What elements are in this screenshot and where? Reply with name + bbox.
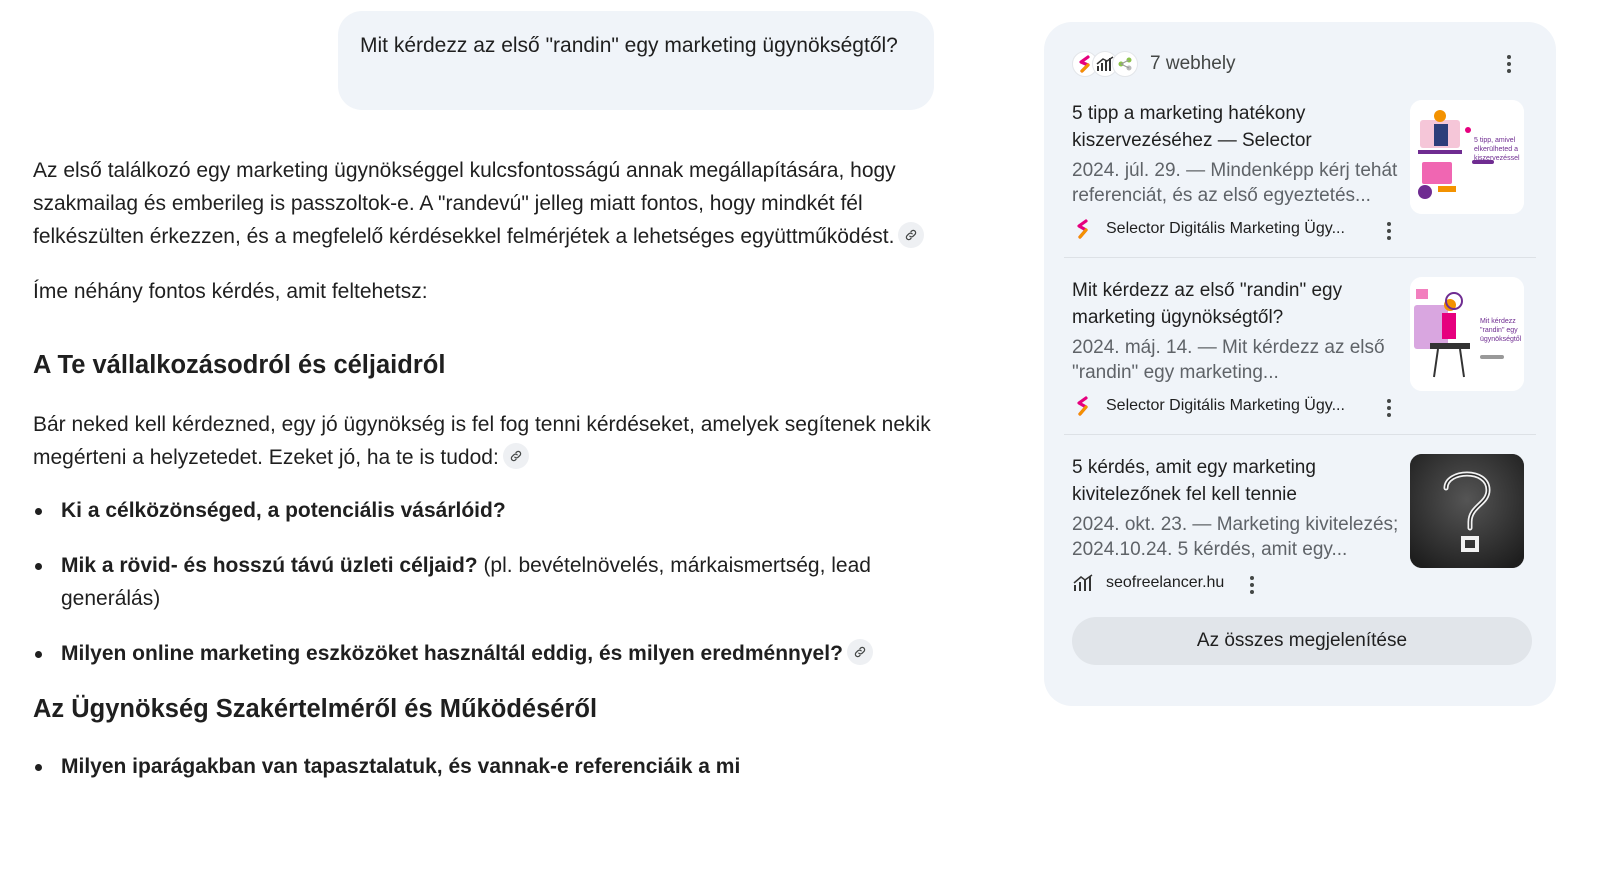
question-list-business: [33, 494, 938, 670]
sources-header[interactable]: [1072, 44, 1236, 84]
list-item: [33, 637, 938, 670]
section-heading-agency: Az Ügynökség Szakértelméről és Működéséről: [33, 695, 598, 723]
source-card[interactable]: [1064, 454, 1534, 630]
divider: [1064, 434, 1536, 435]
source-site-name: seofreelancer.hu: [1106, 574, 1225, 591]
section-heading-business: A Te vállalkozásodról és céljaidról: [33, 351, 446, 379]
source-site-name: Selector Digitális Marketing Ügy...: [1106, 220, 1345, 237]
share-logo-icon: [1112, 51, 1138, 77]
answer-body: [33, 150, 938, 805]
source-menu-icon[interactable]: [1379, 219, 1399, 243]
source-site-name: Selector Digitális Marketing Ügy...: [1106, 397, 1345, 414]
show-all-label: Az összes megjelenítése: [1196, 630, 1408, 651]
source-site[interactable]: [1072, 395, 1345, 417]
question-list-agency: [33, 750, 938, 783]
list-item-bold: Ki a célközönséged, a potenciális vásárlóid?: [61, 499, 506, 522]
panel-menu-icon[interactable]: [1499, 52, 1519, 76]
source-snippet: 2024. okt. 23. — Marketing kivitelezés; 2024.10.24. 5 kérdés, amit egy...: [1072, 514, 1399, 560]
source-link-icon[interactable]: [503, 443, 529, 469]
source-card[interactable]: [1064, 100, 1534, 276]
seofreelancer-logo-icon: [1072, 572, 1094, 594]
source-title[interactable]: 5 kérdés, amit egy marketing kivitelezőnek fel kell tennie: [1072, 457, 1316, 505]
thumbnail-text: Mit kérdezz "randin" egy ügynökségtől: [1480, 318, 1522, 343]
source-snippet: 2024. máj. 14. — Mit kérdezz az első "randin" egy marketing...: [1072, 337, 1385, 383]
source-title[interactable]: Mit kérdezz az első "randin" egy marketing ügynökségtől?: [1072, 280, 1343, 328]
source-card[interactable]: [1064, 277, 1534, 453]
selector-logo-icon: [1072, 218, 1094, 240]
selector-logo-icon: [1072, 395, 1094, 417]
user-prompt-bubble: [338, 11, 934, 110]
section-text-business: [33, 408, 938, 474]
source-title[interactable]: 5 tipp a marketing hatékony kiszervezéséhez — Selector: [1072, 103, 1312, 151]
answer-lead: Íme néhány fontos kérdés, amit feltehetsz:: [33, 280, 428, 303]
answer-intro: [33, 154, 938, 253]
source-link-icon[interactable]: [847, 639, 873, 665]
list-item: [33, 750, 938, 783]
source-thumbnail[interactable]: [1410, 277, 1524, 391]
source-link-icon[interactable]: [898, 222, 924, 248]
source-thumbnail[interactable]: [1410, 100, 1524, 214]
list-item: [33, 494, 938, 527]
question-mark-thumbnail[interactable]: [1410, 454, 1524, 568]
user-prompt-text: Mit kérdezz az első "randin" egy marketing ügynökségtől?: [360, 34, 898, 57]
source-menu-icon[interactable]: [1379, 396, 1399, 420]
source-favicons: [1072, 51, 1132, 77]
divider: [1064, 257, 1536, 258]
sources-count: 7 webhely: [1150, 53, 1236, 74]
source-site[interactable]: [1072, 572, 1224, 594]
list-item-rest: (pl. bevételnövelés, márkaismertség, lead generálás): [61, 554, 871, 610]
answer-intro-text: Az első találkozó egy marketing ügynökséggel kulcsfontosságú annak megállapítására, hogy szakmailag és emberileg is passzoltok-e. A "randevú" jelleg miatt fontos, hogy mindkét fél felkészülten érkezzen, és a megfelelő kérdésekkel felmérjétek a lehetséges együttműködést.: [33, 159, 896, 248]
list-item-bold: Milyen online marketing eszközöket használtál eddig, és milyen eredménnyel?: [61, 642, 843, 665]
sources-panel: [1044, 22, 1556, 706]
list-item-bold: Mik a rövid- és hosszú távú üzleti céljaid?: [61, 554, 478, 577]
source-menu-icon[interactable]: [1242, 573, 1262, 597]
list-item: [33, 549, 938, 615]
section-text: Bár neked kell kérdezned, egy jó ügynökség is fel fog tenni kérdéseket, amelyek segítenek nekik megérteni a helyzetedet. Ezeket jó, ha te is tudod:: [33, 413, 931, 469]
show-all-button[interactable]: [1072, 617, 1532, 665]
list-item-bold: Milyen iparágakban van tapasztalatuk, és vannak-e referenciáik a mi: [61, 755, 741, 778]
thumbnail-text: 5 tipp, amivel elkerülheted a kiszervezéssel: [1474, 137, 1520, 162]
source-snippet: 2024. júl. 29. — Mindenképp kérj tehát referenciát, és az első egyeztetés...: [1072, 160, 1398, 206]
source-site[interactable]: [1072, 218, 1345, 240]
